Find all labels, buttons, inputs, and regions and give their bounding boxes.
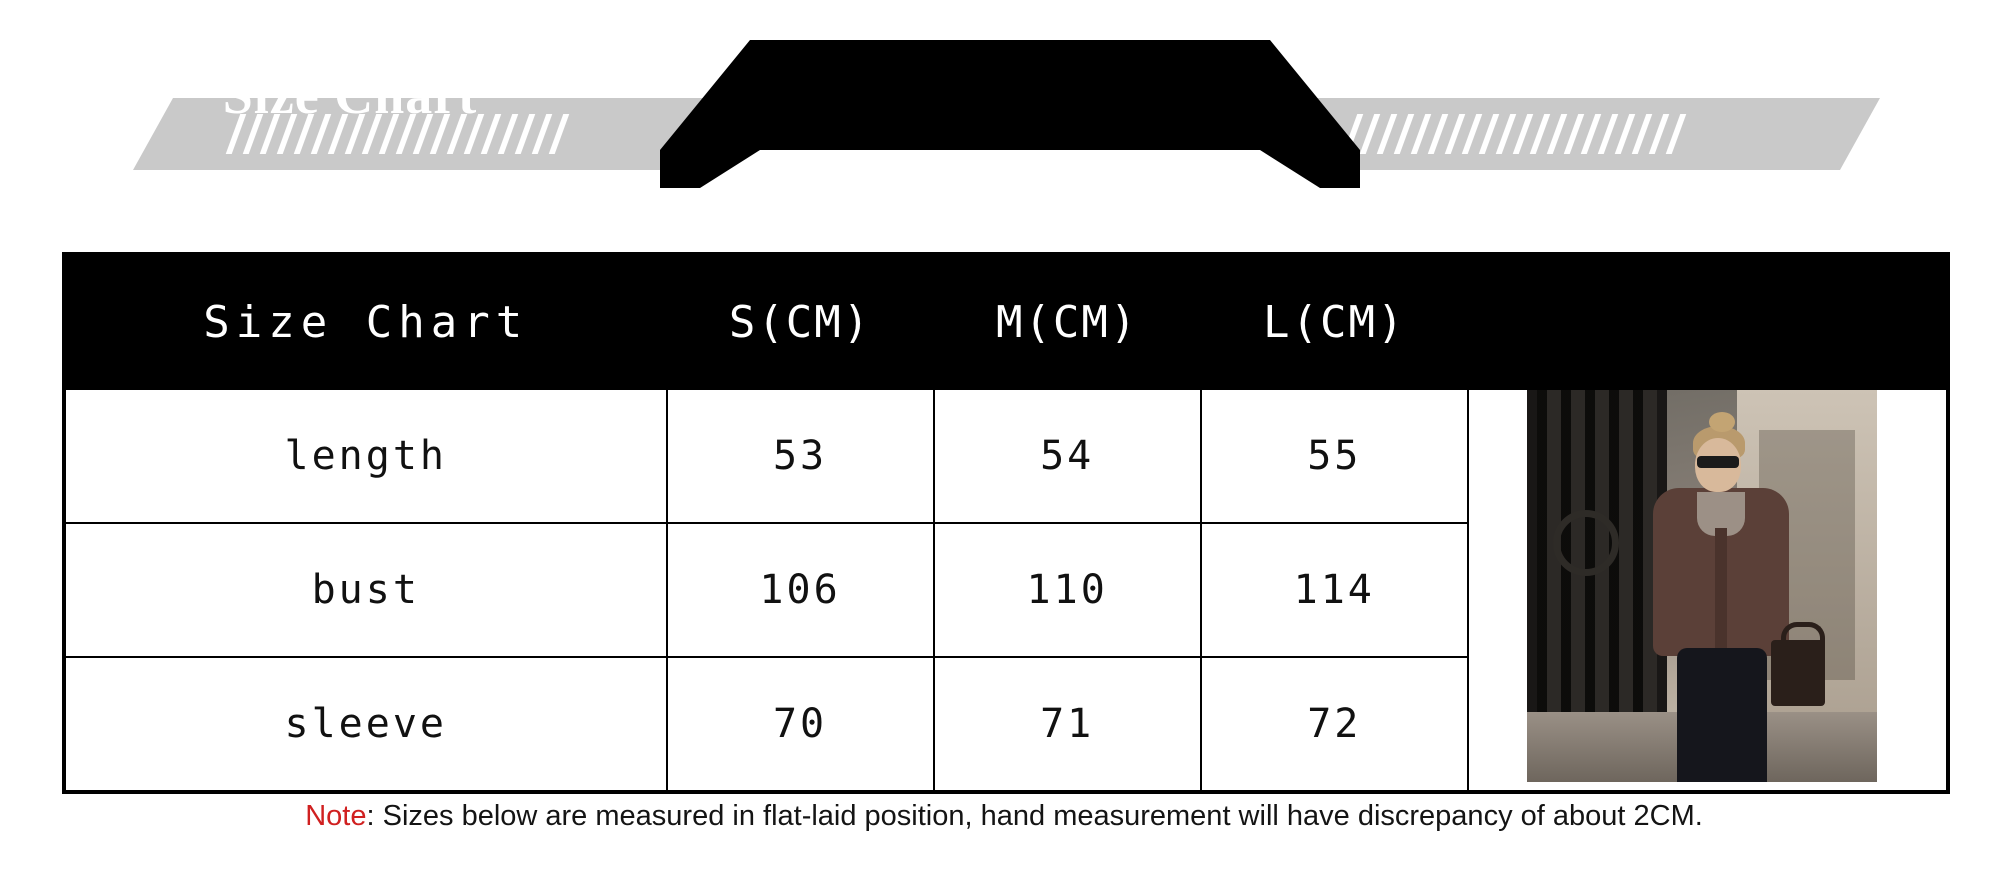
row-label-length: length <box>65 389 667 523</box>
size-table <box>64 254 1948 792</box>
cell-sleeve-s: 70 <box>667 657 934 791</box>
row-label-bust: bust <box>65 523 667 657</box>
cell-length-m: 54 <box>934 389 1201 523</box>
product-photo-cell <box>1468 389 1947 791</box>
header-size-s: S(CM) <box>667 255 934 389</box>
photo-model-bun <box>1709 412 1735 432</box>
banner-title: Size Chart <box>222 65 478 125</box>
photo-model-bag <box>1771 640 1825 706</box>
cell-sleeve-m: 71 <box>934 657 1201 791</box>
cell-bust-s: 106 <box>667 523 934 657</box>
photo-model-coat <box>1653 488 1789 656</box>
header-size-m: M(CM) <box>934 255 1201 389</box>
banner-wing-right <box>1300 98 1880 170</box>
banner-ribbon <box>660 40 1360 188</box>
photo-model-pants <box>1677 648 1767 782</box>
cell-bust-l: 114 <box>1201 523 1468 657</box>
header-size-l: L(CM) <box>1201 255 1468 389</box>
size-table-body <box>65 389 1947 791</box>
size-table-container <box>62 252 1950 794</box>
note-text: : Sizes below are measured in flat-laid position, hand measurement will have discrepancy of about 2CM. <box>366 800 1703 832</box>
size-table-head <box>65 255 1947 389</box>
measurement-note <box>0 800 2008 833</box>
note-label: Note <box>305 800 367 832</box>
row-label-sleeve: sleeve <box>65 657 667 791</box>
cell-length-l: 55 <box>1201 389 1468 523</box>
photo-gate-ring <box>1553 510 1619 576</box>
header-size-chart: Size Chart <box>65 255 667 389</box>
cell-sleeve-l: 72 <box>1201 657 1468 791</box>
table-header-row <box>65 255 1947 389</box>
cell-length-s: 53 <box>667 389 934 523</box>
hatch-stripes-right <box>1350 114 1679 154</box>
banner <box>0 40 2008 190</box>
product-photo <box>1527 390 1877 782</box>
header-image-cell <box>1468 255 1947 389</box>
cell-bust-m: 110 <box>934 523 1201 657</box>
sunglasses-icon <box>1697 456 1739 468</box>
table-row <box>65 389 1947 523</box>
